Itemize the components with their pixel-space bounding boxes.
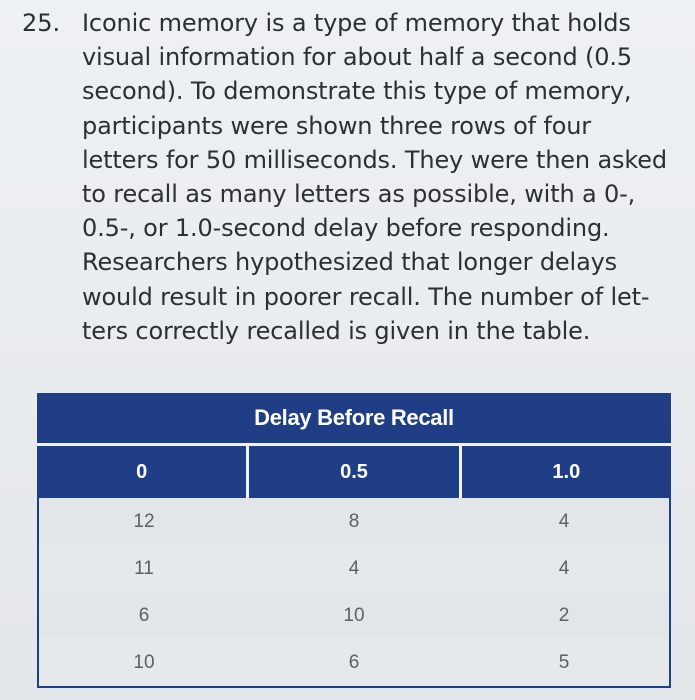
problem-line: would result in poorer recall. The number of let- [82,282,650,311]
problem-line: participants were shown three rows of four [82,111,592,140]
recall-table [37,393,671,688]
table-cell: 4 [558,557,570,579]
table-row [39,498,669,545]
problem-25 [22,6,672,348]
table-body [37,498,671,688]
problem-line: letters for 50 milliseconds. They were then asked [82,145,667,174]
column-header-0-5: 0.5 [246,446,458,498]
problem-line: second). To demonstrate this type of memory, [82,77,632,106]
table-cell: 4 [348,557,360,579]
problem-line: Iconic memory is a type of memory that holds [82,9,631,37]
problem-text [82,6,667,348]
table-cell: 12 [133,510,155,532]
table-cell: 6 [348,651,360,673]
problem-line: 0.5-, or 1.0-second delay before responding. [82,214,610,243]
table-header-row [37,446,671,498]
problem-number: 25. [22,9,61,37]
table-row [39,545,669,592]
column-header-1-0: 1.0 [459,446,671,498]
table-cell: 8 [348,510,360,532]
table-caption: Delay Before Recall [37,393,671,443]
table-cell: 4 [558,510,570,532]
problem-line: visual information for about half a second (0.5 [82,43,632,72]
problem-line: ters correctly recalled is given in the table. [82,316,591,345]
table-cell: 10 [133,651,155,673]
problem-line: Researchers hypothesized that longer delays [82,248,618,277]
table-cell: 5 [558,651,570,673]
column-header-0: 0 [136,460,148,483]
table-cell: 10 [343,604,365,626]
table-row [39,639,669,686]
table-row [39,592,669,639]
table-cell: 6 [138,604,150,626]
table-cell: 11 [134,557,154,579]
problem-line: to recall as many letters as possible, with a 0-, [82,180,636,209]
table-cell: 2 [558,604,570,626]
